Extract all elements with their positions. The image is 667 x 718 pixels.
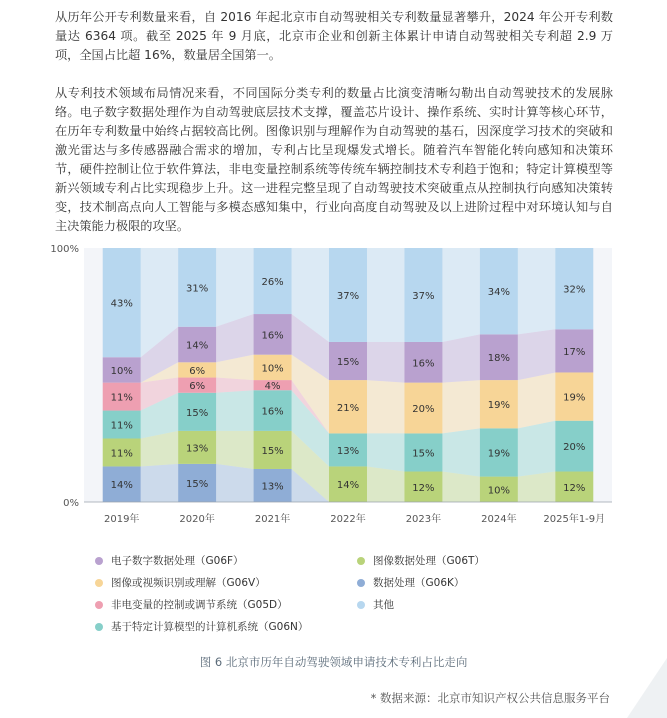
- paragraph-tech-layout: 从专利技术领域布局情况来看，不同国际分类专利的数量占比演变清晰勾勒出自动驾驶技术的发展脉络。电子数字数据处理作为自动驾驶底层技术支撑，覆盖芯片设计、操作系统、实时计算等核心环节，在历年专利数量中始终占据较高比例。图像识别与理解作为自动驾驶的基石，因深度学习技术的突破和激光雷达与多传感器融合需求的增加，专利占比呈现爆发式增长。随着汽车智能化转向感知和决策环节，硬件控制让位于软件算法，非电变量控制系统等传统车辆控制技术专利趋于饱和；特定计算模型等新兴领域专利占比实现稳步上升。这一进程完整呈现了自动驾驶技术突破重点从控制执行向感知决策转变，技术制高点向人工智能与多模态感知集中，行业向高度自动驾驶及以上进阶过程中对环境认知与自主决策能力极限的攻坚。: [55, 86, 613, 233]
- data-label: 13%: [186, 443, 209, 455]
- x-tick-label: 2021年: [254, 514, 291, 525]
- legend-swatch: [357, 601, 365, 609]
- paragraph-patent-count: 从历年公开专利数量来看，自 2016 年起北京市自动驾驶相关专利数量显著攀升，2024 年公开专利数量达 6364 项。截至 2025 年 9 月底，北京市企业和创新主体累计申请自动驾驶相关专利超 2.9 万项，全国占比超 16%，数量居全国第一。: [55, 10, 613, 62]
- y-tick-label: 100%: [50, 244, 79, 255]
- legend-label: 基于特定计算模型的计算机系统（G06N）: [111, 621, 309, 633]
- legend-swatch: [95, 623, 103, 631]
- data-label: 11%: [110, 420, 133, 432]
- connector-band: [216, 390, 253, 431]
- legend-label: 数据处理（G06K）: [373, 577, 465, 589]
- data-label: 17%: [563, 346, 586, 358]
- x-tick-label: 2019年: [103, 514, 140, 525]
- connector-band: [518, 472, 555, 502]
- data-label: 10%: [487, 485, 510, 497]
- data-label: 31%: [186, 283, 209, 295]
- data-label: 19%: [487, 400, 510, 412]
- data-label: 15%: [186, 407, 209, 419]
- data-label: 6%: [189, 381, 206, 393]
- legend-swatch: [95, 557, 103, 565]
- legend-label: 电子数字数据处理（G06F）: [111, 555, 244, 567]
- data-label: 20%: [412, 404, 435, 416]
- legend-label: 图像数据处理（G06T）: [373, 555, 485, 567]
- connector-band: [216, 248, 253, 327]
- connector-band: [216, 464, 253, 502]
- legend-label: 其他: [373, 599, 394, 611]
- connector-band: [518, 329, 555, 380]
- data-label: 4%: [264, 381, 281, 393]
- connector-band: [442, 428, 479, 476]
- data-label: 10%: [110, 365, 133, 377]
- connector-band: [367, 466, 404, 502]
- x-tick-label: 2022年: [330, 514, 366, 525]
- figure-caption: 图 6 北京市历年自动驾驶领域申请技术专利占比走向: [199, 655, 468, 669]
- data-label: 21%: [336, 402, 360, 414]
- data-label: 19%: [487, 448, 510, 460]
- connector-band: [518, 248, 555, 334]
- connector-band: [141, 464, 178, 502]
- data-label: 34%: [487, 287, 510, 299]
- connector-band: [367, 433, 404, 471]
- connector-band: [518, 372, 555, 428]
- data-label: 18%: [487, 353, 510, 365]
- x-tick-label: 2024年: [481, 514, 517, 525]
- data-label: 26%: [261, 277, 284, 289]
- data-label: 12%: [412, 482, 435, 494]
- data-label: 10%: [261, 363, 284, 375]
- data-label: 37%: [412, 290, 435, 302]
- connector-band: [216, 378, 253, 393]
- data-label: 15%: [261, 445, 284, 457]
- connector-band: [367, 342, 404, 383]
- legend-item: [357, 575, 464, 590]
- data-label: 16%: [412, 358, 435, 370]
- connector-band: [367, 248, 404, 342]
- legend-item: [95, 553, 244, 568]
- legend-swatch: [357, 579, 365, 587]
- connector-band: [518, 421, 555, 477]
- connector-band: [442, 248, 479, 342]
- data-label: 14%: [186, 340, 209, 352]
- data-label: 14%: [110, 480, 133, 492]
- connector-band: [367, 380, 404, 433]
- data-label: 13%: [336, 445, 360, 457]
- data-label: 15%: [412, 448, 435, 460]
- x-tick-label: 2020年: [179, 514, 215, 525]
- connector-band: [442, 472, 479, 502]
- data-label: 20%: [563, 442, 586, 454]
- legend-swatch: [95, 601, 103, 609]
- legend-item: [357, 597, 394, 612]
- legend-item: [95, 597, 288, 612]
- data-label: 32%: [563, 284, 586, 296]
- data-label: 13%: [261, 481, 284, 493]
- legend-label: 非电变量的控制或调节系统（G05D）: [111, 599, 288, 611]
- data-label: 37%: [336, 290, 360, 302]
- data-label: 16%: [261, 406, 284, 418]
- data-label: 16%: [261, 330, 284, 342]
- legend-item: [357, 553, 485, 568]
- data-label: 11%: [110, 448, 133, 460]
- data-label: 15%: [336, 357, 360, 369]
- data-label: 43%: [110, 298, 133, 310]
- x-tick-label: 2025年1-9月: [543, 514, 606, 525]
- y-tick-label: 0%: [63, 498, 79, 509]
- data-source-note: * 数据来源：北京市知识产权公共信息服务平台: [370, 691, 610, 705]
- connector-band: [442, 380, 479, 433]
- data-label: 14%: [336, 480, 360, 492]
- connector-band: [216, 431, 253, 469]
- data-label: 6%: [189, 365, 206, 377]
- legend-item: [95, 575, 266, 590]
- data-label: 15%: [186, 478, 209, 490]
- data-label: 19%: [563, 392, 586, 404]
- x-tick-label: 2023年: [405, 514, 442, 525]
- legend-swatch: [95, 579, 103, 587]
- data-label: 12%: [563, 482, 586, 494]
- stacked-bar-chart: [0, 232, 667, 542]
- legend-swatch: [357, 557, 365, 565]
- legend-item: [95, 619, 308, 634]
- legend-label: 图像或视频识别或理解（G06V）: [111, 577, 266, 589]
- connector-band: [442, 334, 479, 382]
- data-label: 11%: [110, 392, 133, 404]
